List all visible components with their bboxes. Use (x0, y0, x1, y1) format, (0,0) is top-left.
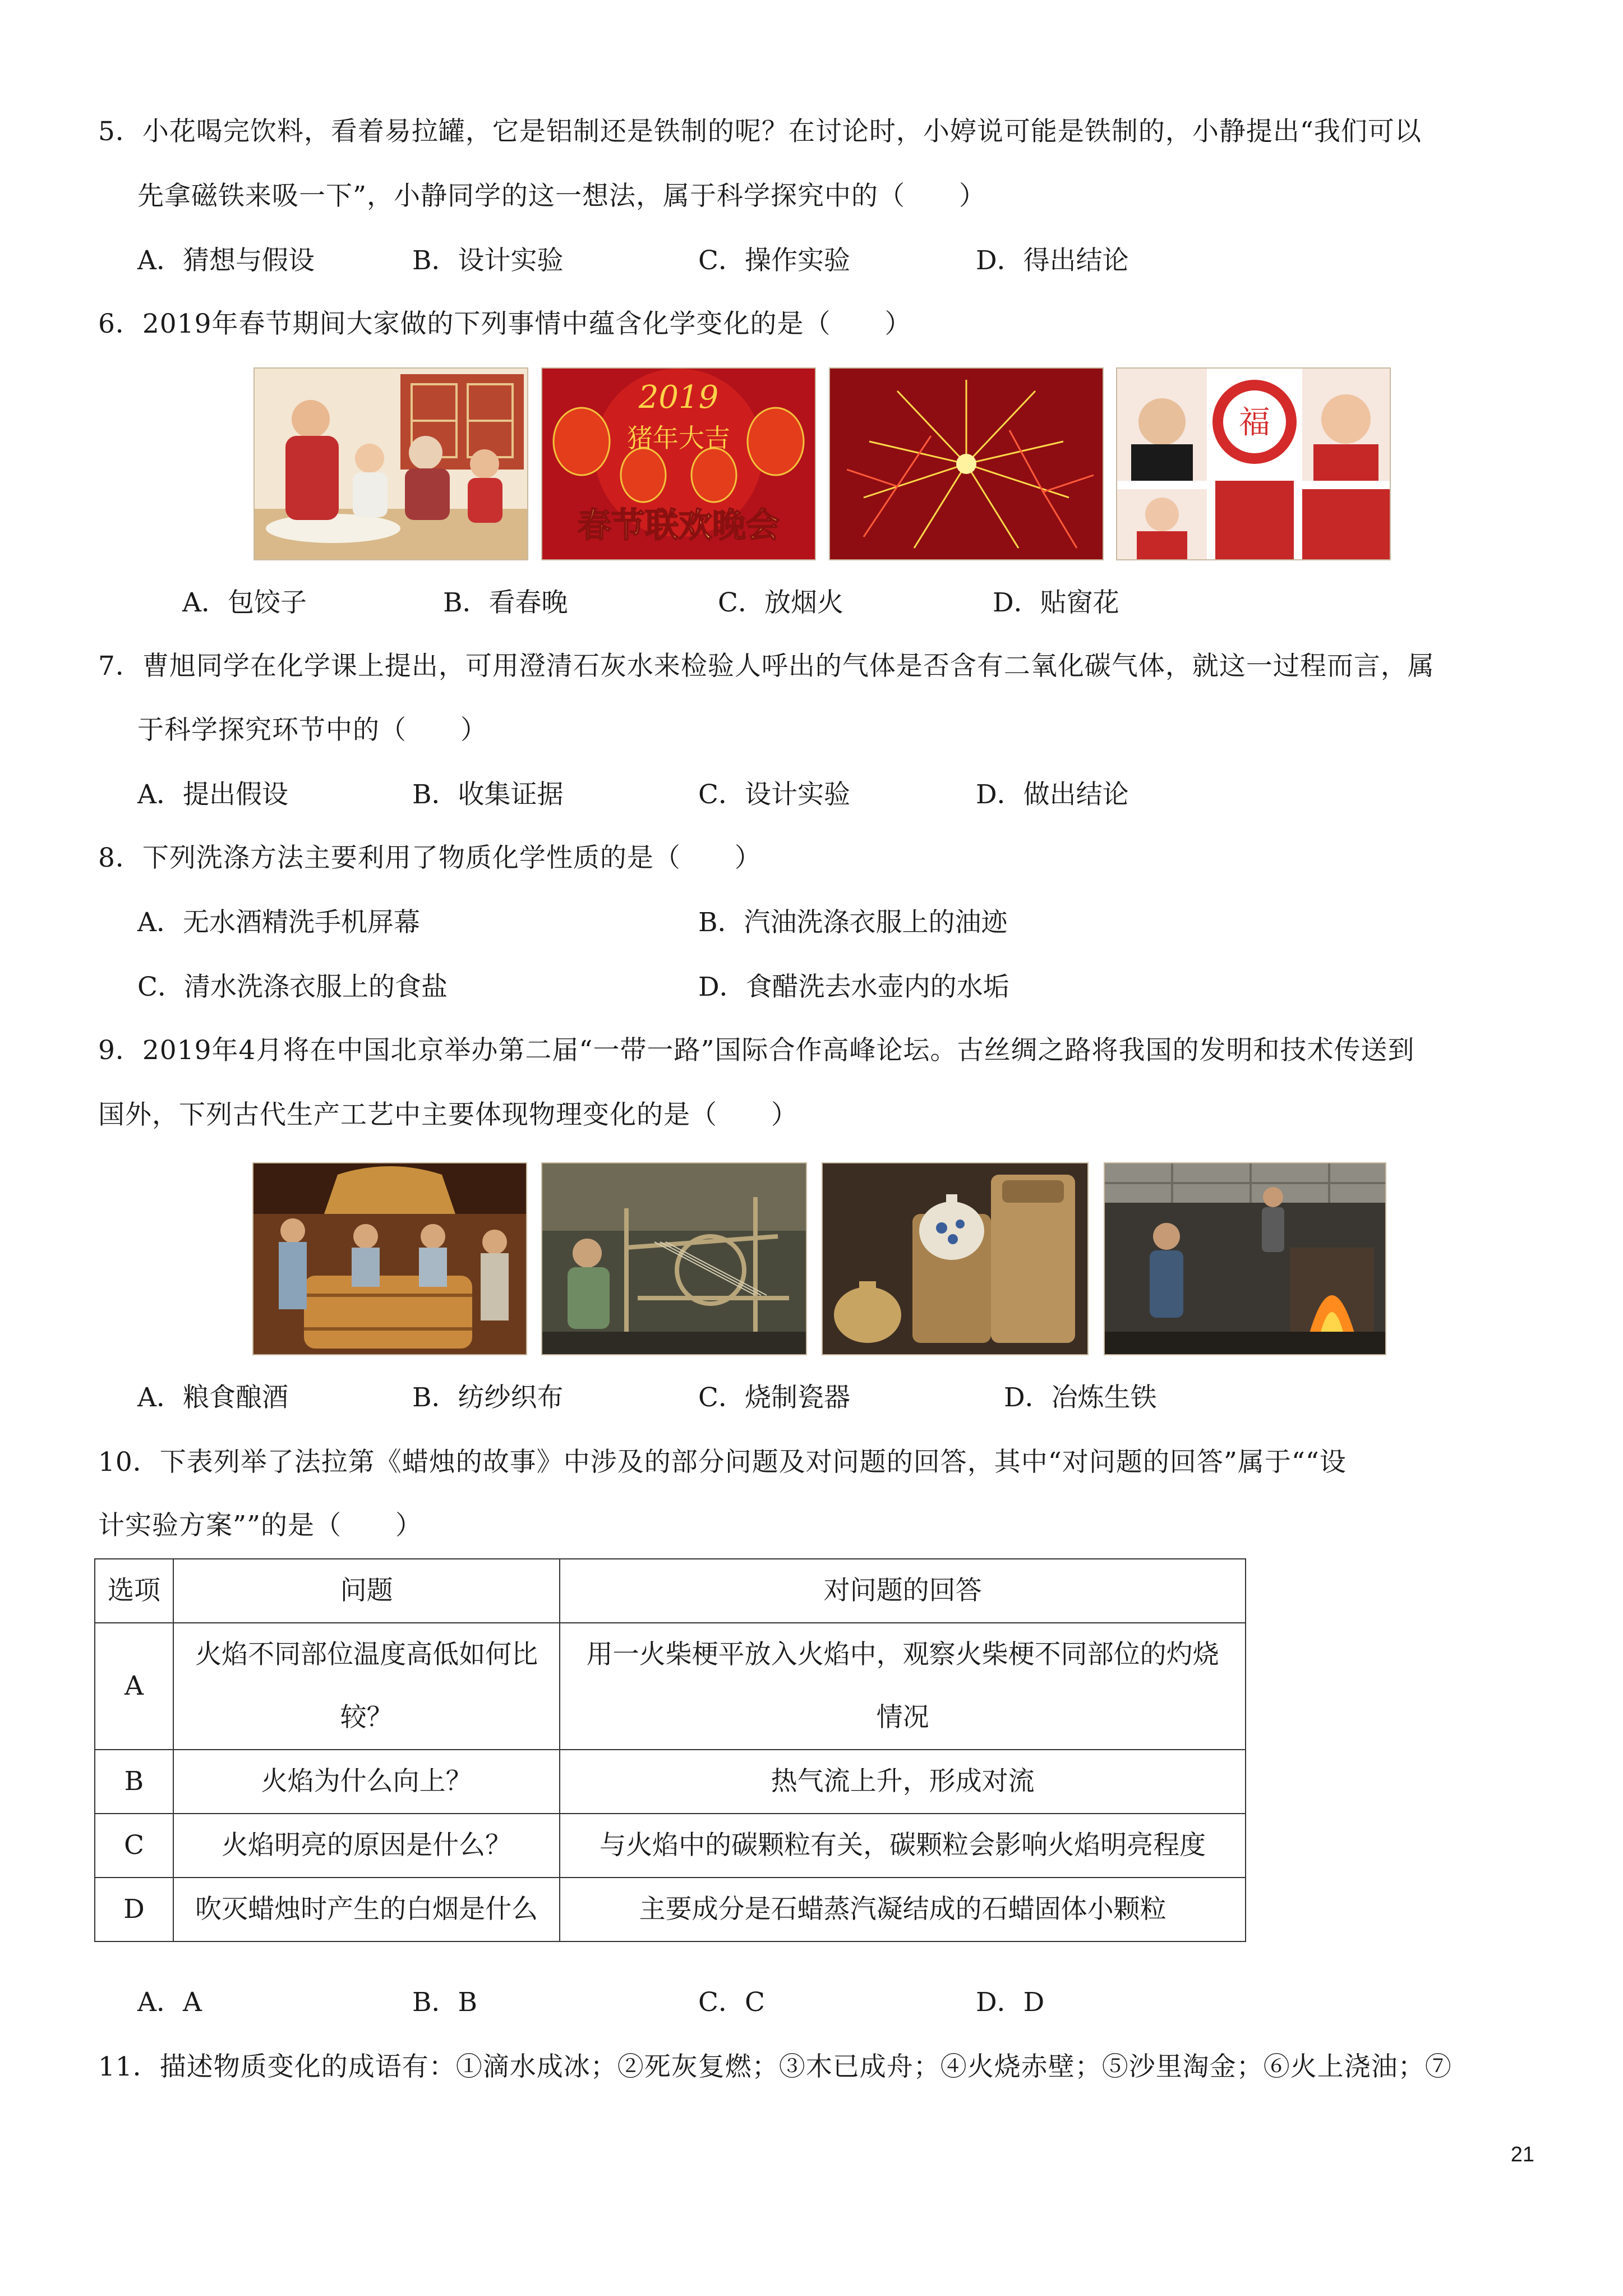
table-row (95, 1814, 1246, 1878)
table-header-row (95, 1559, 1246, 1623)
q9-option-d: D．冶炼生铁 (1004, 1382, 1157, 1413)
q6-option-c: C．放烟火 (718, 587, 843, 618)
q7-line1: 7．曹旭同学在化学课上提出，可用澄清石灰水来检验人呼出的气体是否含有二氧化碳气体，就这一过程而言，属 (98, 651, 1435, 682)
q7-option-d: D．做出结论 (976, 779, 1129, 810)
row-a-answer-line1: 用一火柴梗平放入火焰中，观察火柴梗不同部位的灼烧 (586, 1639, 1219, 1670)
gala-title-text: 春节联欢晚会 (578, 506, 780, 545)
porcelain-image (822, 1162, 1089, 1355)
q10-option-c: C．C (698, 1987, 765, 2018)
row-b-question: 火焰为什么向上？ (173, 1750, 560, 1814)
q5-line2: 先拿磁铁来吸一下”，小静同学的这一想法，属于科学探究中的（ ） (137, 181, 986, 211)
row-c-question: 火焰明亮的原因是什么？ (173, 1814, 560, 1878)
brewing-wine-image (252, 1162, 527, 1355)
table-row (95, 1623, 1246, 1750)
q6-option-a: A．包饺子 (182, 587, 307, 618)
q8-option-c: C．清水洗涤衣服上的食盐 (137, 972, 448, 1002)
header-answer: 对问题的回答 (560, 1559, 1246, 1623)
row-a-option: A (95, 1623, 173, 1750)
iron-smelting-image (1104, 1162, 1386, 1355)
page-number: 21 (1510, 2143, 1534, 2166)
row-a-question-line1: 火焰不同部位温度高低如何比 (195, 1639, 538, 1670)
q10-option-b: B．B (412, 1987, 478, 2018)
q10-option-d: D．D (976, 1987, 1045, 2018)
q11-line1: 11．描述物质变化的成语有：①滴水成冰；②死灰复燃；③木已成舟；④火烧赤壁；⑤沙里淘金；⑥火上浇油；⑦ (98, 2051, 1452, 2082)
gala-year-text: 2019 (638, 379, 719, 416)
q5-line1: 5．小花喝完饮料，看着易拉罐，它是铝制还是铁制的呢？在讨论时，小婷说可能是铁制的，小静提出“我们可以 (98, 116, 1422, 147)
q8-option-d: D．食醋洗去水壶内的水垢 (698, 972, 1009, 1002)
paper-cutting-image (1116, 367, 1391, 560)
gala-banner-image (541, 367, 816, 560)
q6-option-b: B．看春晚 (443, 587, 568, 618)
table-row (95, 1750, 1246, 1814)
q9-line2: 国外，下列古代生产工艺中主要体现物理变化的是（ ） (98, 1099, 798, 1130)
family-dumplings-image (253, 367, 528, 560)
fireworks-image (829, 367, 1104, 560)
q9-option-c: C．烧制瓷器 (698, 1382, 850, 1413)
row-a-answer-line2: 情况 (876, 1702, 929, 1733)
table-row (95, 1878, 1246, 1941)
row-a-answer (560, 1623, 1246, 1750)
row-a-question (173, 1623, 560, 1750)
q7-option-b: B．收集证据 (412, 779, 564, 810)
row-c-answer: 与火焰中的碳颗粒有关，碳颗粒会影响火焰明亮程度 (560, 1814, 1246, 1878)
row-d-option: D (95, 1878, 173, 1941)
q9-option-b: B．纺纱织布 (412, 1382, 564, 1413)
q5-option-c: C．操作实验 (698, 245, 850, 276)
row-d-question: 吹灭蜡烛时产生的白烟是什么 (173, 1878, 560, 1941)
header-option: 选项 (95, 1559, 173, 1623)
q7-option-a: A．提出假设 (137, 779, 288, 810)
q7-option-c: C．设计实验 (698, 779, 850, 810)
q9-option-a: A．粮食酿酒 (137, 1382, 288, 1413)
spinning-weaving-image (541, 1162, 807, 1355)
row-c-option: C (95, 1814, 173, 1878)
q6-line1: 6．2019年春节期间大家做的下列事情中蕴含化学变化的是（ ） (98, 309, 912, 339)
q9-line1: 9．2019年4月将在中国北京举办第二届“一带一路”国际合作高峰论坛。古丝绸之路将我国的发明和技术传送到 (98, 1035, 1415, 1066)
q7-line2: 于科学探究环节中的（ ） (137, 715, 487, 746)
q8-option-b: B．汽油洗涤衣服上的油迹 (698, 907, 1008, 938)
q10-line2: 计实验方案””的是（ ） (98, 1510, 423, 1541)
row-d-answer: 主要成分是石蜡蒸汽凝结成的石蜡固体小颗粒 (560, 1878, 1246, 1941)
q8-option-a: A．无水酒精洗手机屏幕 (137, 907, 420, 938)
row-b-answer: 热气流上升，形成对流 (560, 1750, 1246, 1814)
fu-character: 福 (1239, 404, 1270, 441)
header-question: 问题 (173, 1559, 560, 1623)
q5-option-b: B．设计实验 (412, 245, 564, 276)
q8-line1: 8．下列洗涤方法主要利用了物质化学性质的是（ ） (98, 843, 762, 873)
row-b-option: B (95, 1750, 173, 1814)
row-a-question-line2: 较？ (340, 1702, 393, 1733)
q5-option-a: A．猜想与假设 (137, 245, 315, 276)
q6-option-d: D．贴窗花 (993, 587, 1119, 618)
q5-option-d: D．得出结论 (976, 245, 1129, 276)
q10-option-a: A．A (137, 1987, 202, 2018)
q10-line1: 10．下表列举了法拉第《蜡烛的故事》中涉及的部分问题及对问题的回答，其中“对问题的回答”属于““设 (98, 1447, 1347, 1478)
gala-greeting-text: 猪年大吉 (627, 423, 730, 453)
candle-question-table (94, 1558, 1246, 1942)
